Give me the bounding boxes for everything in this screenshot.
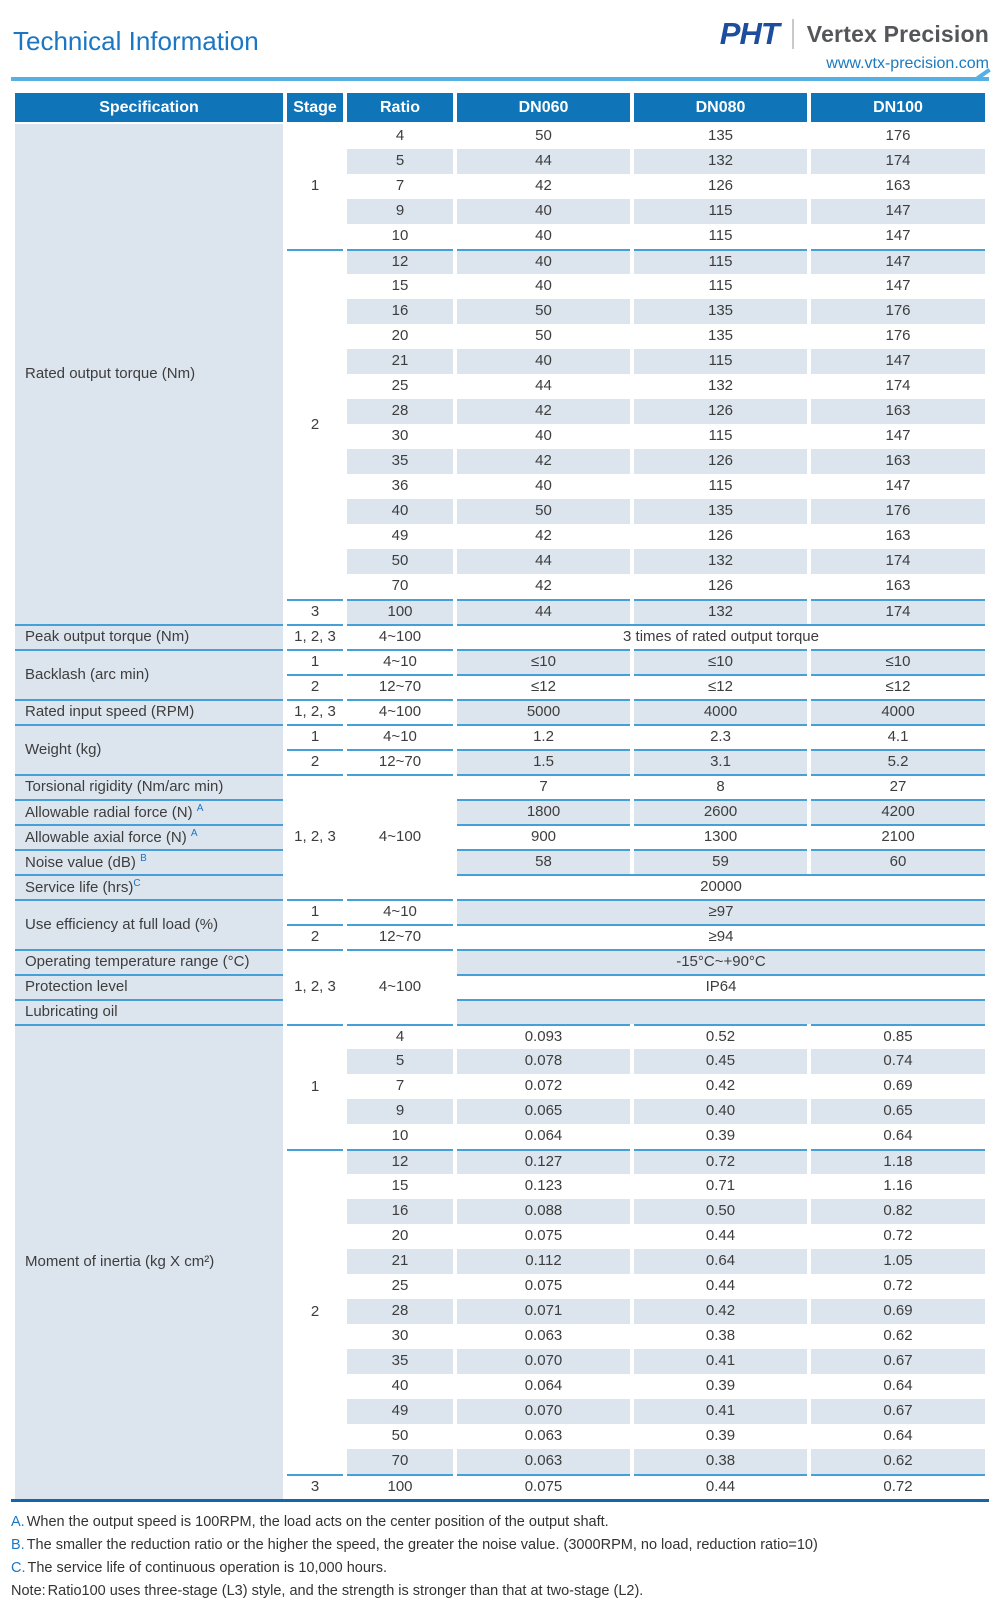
stage-cell: 2 — [287, 674, 343, 699]
spec-cell: Service life (hrs)$^C$ — [15, 874, 283, 899]
ratio-cell: 50 — [347, 549, 453, 574]
merged-cell: IP64 — [457, 974, 985, 999]
footnote-ref: A — [196, 803, 204, 815]
val-cell: 0.40 — [634, 1099, 807, 1124]
val-cell: 0.071 — [457, 1299, 630, 1324]
footnote-note — [11, 1580, 989, 1603]
ratio-cell: 70 — [347, 1449, 453, 1474]
val-cell: 174 — [811, 549, 985, 574]
val-cell: 115 — [708, 277, 733, 295]
spec-cell: Backlash (arc min) — [15, 649, 283, 699]
spec-cell: Peak output torque (Nm) — [15, 624, 283, 649]
spec-cell: Torsional rigidity (Nm/arc min) — [15, 774, 283, 799]
val-cell: 115 — [708, 427, 733, 445]
ratio-cell: 4~100 — [347, 699, 453, 724]
val-cell: ≤10 — [811, 649, 985, 674]
ratio-cell: 9 — [347, 199, 453, 224]
footnotes — [11, 1511, 989, 1603]
val-cell: 132 — [634, 599, 807, 624]
column-header: Specification — [15, 93, 283, 124]
merged-cell: 3 times of rated output torque — [457, 624, 985, 649]
val-cell: 0.063 — [524, 1327, 563, 1345]
ratio-cell: 40 — [347, 499, 453, 524]
spec-table — [11, 93, 989, 1499]
table-row — [15, 799, 985, 824]
val-cell: 176 — [811, 299, 985, 324]
ratio-cell: 100 — [347, 1474, 453, 1499]
val-cell: 40 — [457, 349, 630, 374]
val-cell: 132 — [634, 149, 807, 174]
val-cell: 40 — [457, 199, 630, 224]
val-cell: 27 — [811, 774, 985, 799]
val-cell: 1.05 — [811, 1249, 985, 1274]
ratio-cell: 20 — [391, 327, 409, 345]
val-cell: 0.69 — [811, 1299, 985, 1324]
ratio-cell: 21 — [347, 1249, 453, 1274]
val-cell: 0.67 — [811, 1399, 985, 1424]
val-cell: 147 — [885, 227, 911, 245]
val-cell: 0.41 — [634, 1349, 807, 1374]
val-cell: 0.44 — [705, 1227, 736, 1245]
ratio-cell: 28 — [347, 1299, 453, 1324]
val-cell: 0.64 — [883, 1377, 913, 1395]
table-row — [15, 999, 985, 1024]
ratio-cell: 12~70 — [347, 674, 453, 699]
val-cell: 126 — [707, 177, 734, 195]
table-row — [15, 624, 985, 649]
val-cell: 0.71 — [705, 1177, 736, 1195]
val-cell: 0.62 — [883, 1327, 913, 1345]
footnote-label: A. — [11, 1514, 25, 1530]
merged-cell: ≥97 — [457, 899, 985, 924]
val-cell: 50 — [457, 499, 630, 524]
val-cell: 0.070 — [457, 1399, 630, 1424]
spec-cell: Protection level — [15, 974, 283, 999]
table-row — [15, 699, 985, 724]
val-cell: 7 — [457, 774, 630, 799]
val-cell: ≤10 — [457, 649, 630, 674]
stage-cell: 1 — [287, 649, 343, 674]
val-cell: 4000 — [811, 699, 985, 724]
val-cell: 147 — [885, 277, 911, 295]
val-cell: 0.39 — [705, 1127, 736, 1145]
val-cell: 132 — [707, 377, 734, 395]
ratio-cell: 30 — [391, 1327, 409, 1345]
val-cell: 0.45 — [634, 1049, 807, 1074]
page-title: Technical Information — [13, 26, 259, 56]
ratio-cell: 28 — [347, 399, 453, 424]
val-cell: 0.064 — [524, 1377, 563, 1395]
val-cell: 0.064 — [524, 1127, 563, 1145]
ratio-cell: 5 — [347, 1049, 453, 1074]
val-cell: 40 — [535, 227, 552, 245]
ratio-cell: 20 — [391, 1227, 409, 1245]
val-cell: 0.64 — [883, 1127, 913, 1145]
column-header: Stage — [287, 93, 343, 124]
ratio-cell: 7 — [395, 177, 405, 195]
val-cell: 176 — [811, 499, 985, 524]
val-cell: 0.072 — [524, 1077, 563, 1095]
table-header-row — [15, 93, 985, 124]
val-cell: 115 — [708, 227, 733, 245]
val-cell: ≤12 — [811, 674, 985, 699]
val-cell: 1.2 — [457, 724, 630, 749]
table-row — [15, 1024, 985, 1049]
val-cell: 0.39 — [705, 1427, 736, 1445]
val-cell: 0.64 — [883, 1427, 913, 1445]
val-cell: 60 — [811, 849, 985, 874]
val-cell: 0.72 — [634, 1149, 807, 1174]
ratio-cell: 12~70 — [347, 749, 453, 774]
ratio-cell: 4 — [395, 127, 405, 145]
val-cell: 44 — [535, 377, 552, 395]
val-cell: 42 — [457, 449, 630, 474]
val-cell: 40 — [535, 427, 552, 445]
val-cell: 0.72 — [811, 1474, 985, 1499]
stage-cell: 1 — [287, 899, 343, 924]
footnote-ref: A — [190, 828, 198, 840]
val-cell: 0.82 — [811, 1199, 985, 1224]
stage-cell: 1, 2, 3 — [287, 699, 343, 724]
table-row — [15, 824, 985, 849]
spec-cell: Lubricating oil — [15, 999, 283, 1024]
val-cell: 0.063 — [457, 1449, 630, 1474]
val-cell: 115 — [634, 199, 807, 224]
merged-cell: -15°C~+90°C — [457, 949, 985, 974]
spec-cell: Operating temperature range (°C) — [15, 949, 283, 974]
ratio-cell: 100 — [347, 599, 453, 624]
stage-cell: 1, 2, 3 — [287, 624, 343, 649]
val-cell: 126 — [634, 449, 807, 474]
val-cell: 147 — [811, 199, 985, 224]
column-header: DN100 — [811, 93, 985, 124]
ratio-cell: 4~10 — [347, 649, 453, 674]
table-row — [15, 949, 985, 974]
val-cell: 0.85 — [811, 1024, 985, 1049]
val-cell: 115 — [708, 477, 733, 495]
val-cell: 2100 — [811, 824, 985, 849]
brand-name: Vertex Precision — [806, 20, 989, 47]
table-row — [15, 874, 985, 899]
val-cell: 1.16 — [883, 1177, 913, 1195]
stage-cell: 1, 2, 3 — [287, 949, 343, 1024]
val-cell: 0.063 — [524, 1427, 563, 1445]
ratio-cell: 4~10 — [347, 899, 453, 924]
val-cell: 163 — [885, 577, 911, 595]
val-cell: 147 — [811, 249, 985, 274]
spec-cell: Noise value (dB) $^B$ — [15, 849, 283, 874]
val-cell: 0.38 — [634, 1449, 807, 1474]
column-header: DN080 — [634, 93, 807, 124]
stage-cell: 3 — [287, 599, 343, 624]
column-header: Ratio — [347, 93, 453, 124]
brand-url: www.vtx-precision.com — [826, 55, 989, 72]
val-cell: 0.41 — [634, 1399, 807, 1424]
val-cell: 0.44 — [705, 1277, 736, 1295]
val-cell: 0.42 — [705, 1077, 736, 1095]
table-row — [15, 724, 985, 749]
val-cell: 40 — [535, 277, 552, 295]
stage-cell: 1 — [287, 1024, 343, 1149]
val-cell: 59 — [634, 849, 807, 874]
val-cell: 147 — [811, 349, 985, 374]
footnote-label: Note: — [11, 1583, 46, 1599]
val-cell: 0.093 — [457, 1024, 630, 1049]
val-cell: 0.50 — [634, 1199, 807, 1224]
val-cell: 0.67 — [811, 1349, 985, 1374]
merged-cell: 20000 — [457, 874, 985, 899]
brand-block — [720, 16, 989, 73]
ratio-cell: 5 — [347, 149, 453, 174]
ratio-cell: 4~100 — [347, 624, 453, 649]
stage-cell: 1, 2, 3 — [287, 774, 343, 899]
val-cell: 44 — [457, 599, 630, 624]
footnote-label: C. — [11, 1560, 26, 1576]
val-cell: 2.3 — [634, 724, 807, 749]
val-cell: 147 — [885, 427, 911, 445]
spec-table-head — [15, 93, 985, 124]
ratio-cell: 30 — [391, 427, 409, 445]
ratio-cell: 4~100 — [347, 949, 453, 1024]
footnote-text: The smaller the reduction ratio or the higher the speed, the greater the noise value. (3000RPM, no load, reduction ratio=10) — [26, 1537, 818, 1553]
ratio-cell: 36 — [391, 477, 409, 495]
stage-cell: 2 — [287, 249, 343, 599]
spec-table-body — [15, 124, 985, 1499]
val-cell: 42 — [535, 527, 552, 545]
val-cell: ≤12 — [634, 674, 807, 699]
footnote-a — [11, 1511, 989, 1534]
val-cell: 135 — [634, 299, 807, 324]
val-cell: 0.39 — [705, 1377, 736, 1395]
brand-row — [720, 16, 989, 52]
ratio-cell: 49 — [391, 527, 409, 545]
val-cell: 4200 — [811, 799, 985, 824]
table-row — [15, 649, 985, 674]
val-cell: 4.1 — [811, 724, 985, 749]
val-cell: 0.74 — [811, 1049, 985, 1074]
val-cell: 58 — [457, 849, 630, 874]
val-cell: 40 — [457, 249, 630, 274]
ratio-cell: 12~70 — [347, 924, 453, 949]
val-cell: 163 — [885, 527, 911, 545]
ratio-cell: 25 — [391, 377, 409, 395]
ratio-cell: 35 — [347, 449, 453, 474]
val-cell: 0.070 — [457, 1349, 630, 1374]
ratio-cell: 40 — [391, 1377, 409, 1395]
ratio-cell: 49 — [347, 1399, 453, 1424]
val-cell: 115 — [634, 349, 807, 374]
val-cell: 0.088 — [457, 1199, 630, 1224]
footnote-c — [11, 1557, 989, 1580]
val-cell: 0.075 — [524, 1227, 563, 1245]
val-cell: 174 — [811, 599, 985, 624]
ratio-cell: 15 — [391, 277, 409, 295]
val-cell: 42 — [535, 177, 552, 195]
ratio-cell: 35 — [347, 1349, 453, 1374]
spec-cell: Allowable radial force (N) $^A$ — [15, 799, 283, 824]
footnote-label: B. — [11, 1537, 25, 1553]
val-cell: 2600 — [634, 799, 807, 824]
ratio-cell: 7 — [395, 1077, 405, 1095]
ratio-cell: 4~100 — [347, 774, 453, 899]
ratio-cell: 12 — [347, 249, 453, 274]
merged-cell — [457, 999, 985, 1024]
val-cell: 126 — [634, 399, 807, 424]
val-cell: 176 — [885, 327, 911, 345]
val-cell: 50 — [535, 127, 552, 145]
brand-divider — [792, 19, 794, 49]
val-cell: 0.112 — [457, 1249, 630, 1274]
val-cell: 50 — [535, 327, 552, 345]
val-cell: 135 — [707, 327, 734, 345]
val-cell: 3.1 — [634, 749, 807, 774]
val-cell: 0.62 — [811, 1449, 985, 1474]
val-cell: 0.44 — [634, 1474, 807, 1499]
val-cell: 0.078 — [457, 1049, 630, 1074]
spec-cell: Moment of inertia (kg X cm²) — [15, 1024, 283, 1499]
val-cell: 44 — [457, 549, 630, 574]
ratio-cell: 12 — [347, 1149, 453, 1174]
footnote-text: When the output speed is 100RPM, the load acts on the center position of the output shaft. — [26, 1514, 609, 1530]
table-row — [15, 774, 985, 799]
val-cell: 176 — [885, 127, 911, 145]
val-cell: 0.42 — [634, 1299, 807, 1324]
val-cell: ≤10 — [634, 649, 807, 674]
footnote-ref: B — [140, 853, 147, 865]
val-cell: 1800 — [457, 799, 630, 824]
val-cell: 135 — [634, 499, 807, 524]
val-cell: 0.123 — [524, 1177, 563, 1195]
stage-cell: 1 — [287, 724, 343, 749]
val-cell: 900 — [457, 824, 630, 849]
val-cell: 0.38 — [705, 1327, 736, 1345]
val-cell: 135 — [707, 127, 734, 145]
stage-cell: 2 — [287, 924, 343, 949]
footnote-text: The service life of continuous operation is 10,000 hours. — [27, 1560, 387, 1576]
val-cell: 42 — [457, 399, 630, 424]
footnote-text: Ratio100 uses three-stage (L3) style, and the strength is stronger than that at two-stage (L2). — [47, 1583, 644, 1599]
val-cell: 0.075 — [457, 1474, 630, 1499]
val-cell: 1.5 — [457, 749, 630, 774]
val-cell: 132 — [634, 549, 807, 574]
val-cell: 0.127 — [457, 1149, 630, 1174]
spec-cell: Allowable axial force (N) $^A$ — [15, 824, 283, 849]
column-header: DN060 — [457, 93, 630, 124]
val-cell: 147 — [885, 477, 911, 495]
val-cell: 163 — [811, 449, 985, 474]
ratio-cell: 50 — [391, 1427, 409, 1445]
val-cell: 1.18 — [811, 1149, 985, 1174]
val-cell: 126 — [707, 527, 734, 545]
stage-cell: 1 — [310, 177, 320, 195]
val-cell: 40 — [535, 477, 552, 495]
ratio-cell: 21 — [347, 349, 453, 374]
val-cell: 0.72 — [883, 1227, 913, 1245]
ratio-cell: 4 — [347, 1024, 453, 1049]
table-row — [15, 899, 985, 924]
val-cell: 0.52 — [634, 1024, 807, 1049]
table-row — [15, 974, 985, 999]
merged-cell: ≥94 — [457, 924, 985, 949]
ratio-cell: 25 — [391, 1277, 409, 1295]
ratio-cell: 10 — [391, 1127, 409, 1145]
stage-cell: 2 — [287, 1149, 343, 1474]
val-cell: 163 — [885, 177, 911, 195]
val-cell: 42 — [535, 577, 552, 595]
stage-cell: 2 — [287, 749, 343, 774]
ratio-cell: 9 — [347, 1099, 453, 1124]
page-header — [11, 6, 989, 73]
val-cell: 0.075 — [524, 1277, 563, 1295]
ratio-cell: 70 — [391, 577, 409, 595]
footnote-ref: C — [133, 878, 141, 890]
footnote-b — [11, 1534, 989, 1557]
spec-cell: Weight (kg) — [15, 724, 283, 774]
val-cell: 0.65 — [811, 1099, 985, 1124]
val-cell: 163 — [811, 399, 985, 424]
val-cell: ≤12 — [457, 674, 630, 699]
val-cell: 174 — [885, 377, 911, 395]
ratio-cell: 16 — [347, 299, 453, 324]
header-rule — [11, 77, 989, 81]
spec-cell: Use efficiency at full load (%) — [15, 899, 283, 949]
table-bottom-rule — [11, 1499, 989, 1502]
val-cell: 8 — [634, 774, 807, 799]
ratio-cell: 15 — [391, 1177, 409, 1195]
val-cell: 174 — [811, 149, 985, 174]
ratio-cell: 16 — [347, 1199, 453, 1224]
val-cell: 126 — [707, 577, 734, 595]
val-cell: 115 — [634, 249, 807, 274]
val-cell: 0.69 — [883, 1077, 913, 1095]
val-cell: 0.72 — [883, 1277, 913, 1295]
val-cell: 5000 — [457, 699, 630, 724]
pht-logo: PHT — [719, 16, 779, 51]
val-cell: 0.065 — [457, 1099, 630, 1124]
table-row — [15, 849, 985, 874]
val-cell: 44 — [457, 149, 630, 174]
ratio-cell: 10 — [391, 227, 409, 245]
spec-cell: Rated output torque (Nm) — [15, 124, 283, 624]
val-cell: 1300 — [634, 824, 807, 849]
val-cell: 0.64 — [634, 1249, 807, 1274]
spec-cell: Rated input speed (RPM) — [15, 699, 283, 724]
ratio-cell: 4~10 — [347, 724, 453, 749]
val-cell: 5.2 — [811, 749, 985, 774]
stage-cell: 3 — [287, 1474, 343, 1499]
val-cell: 4000 — [634, 699, 807, 724]
table-row — [15, 124, 985, 149]
val-cell: 50 — [457, 299, 630, 324]
